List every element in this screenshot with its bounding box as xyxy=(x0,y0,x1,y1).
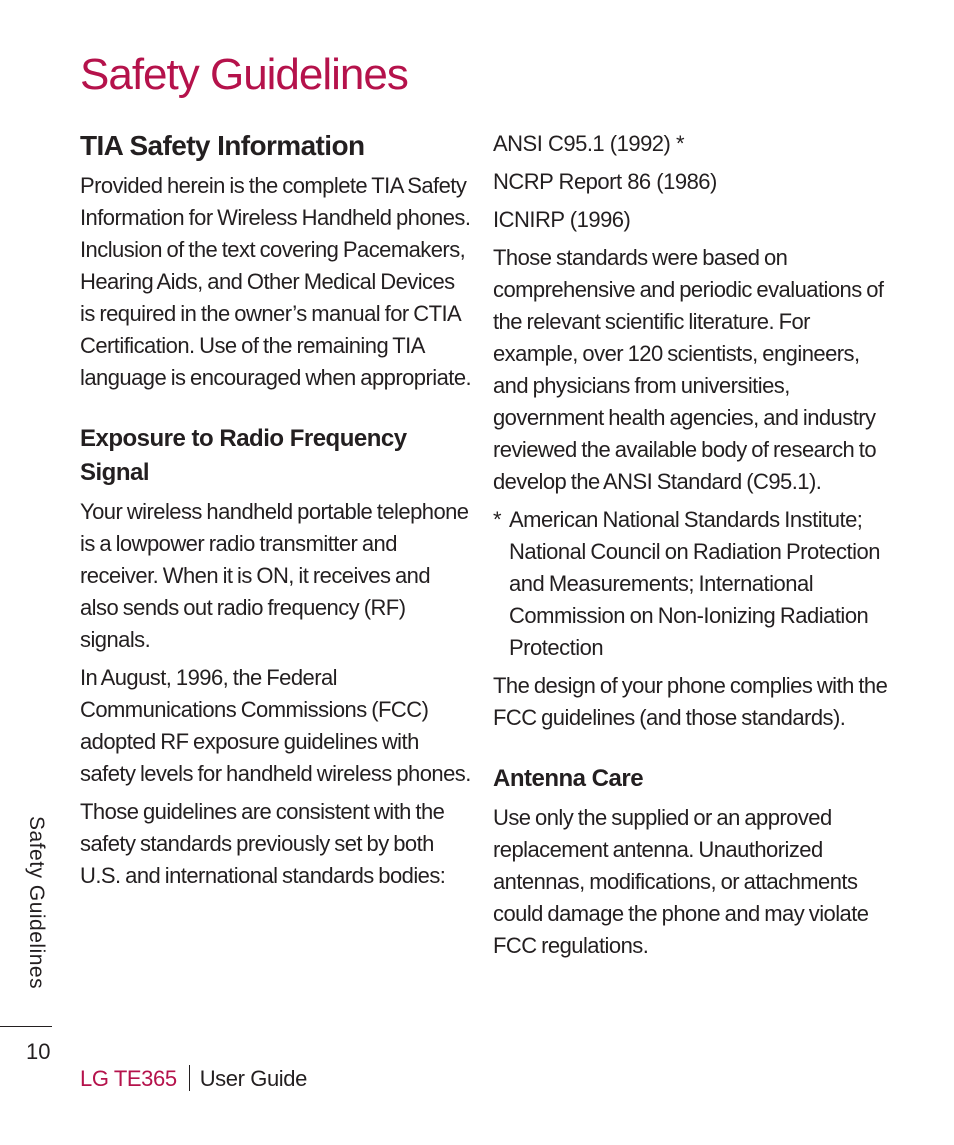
footnote-text: American National Standards Institute; National Council on Radiation Protection and Measurements; International Commission on Non-Ionizing Radiation Protection xyxy=(509,507,881,660)
standard-ncrp: NCRP Report 86 (1986) xyxy=(493,169,717,194)
footnote xyxy=(493,504,893,664)
footnote-mark: * xyxy=(493,507,502,532)
rf-paragraph-3: Those guidelines are consistent with the safety standards previously set by both U.S. and international standards bodies: xyxy=(80,799,446,888)
rf-paragraph-1: Your wireless handheld portable telephone is a lowpower radio transmitter and receiver. When it is ON, it receives and also sends out radio frequency (RF) signals. xyxy=(80,499,469,652)
right-column xyxy=(493,128,893,968)
fcc-compliance-paragraph: The design of your phone complies with the FCC guidelines (and those standards). xyxy=(493,673,888,730)
footer-separator xyxy=(189,1065,190,1091)
standards-basis-paragraph: Those standards were based on comprehensive and periodic evaluations of the relevant scientific literature. For example, over 120 scientists, engineers, and physicians from universities, government health agencies, and industry reviewed the available body of research to develop the ANSI Standard (C95.1). xyxy=(493,245,884,494)
tia-intro-paragraph: Provided herein is the complete TIA Safety Information for Wireless Handheld phones. Inclusion of the text covering Pacemakers, Hearing Aids, and Other Medical Devices is required in the owner’s manual for CTIA Certification. Use of the remaining TIA language is encouraged when appropriate. xyxy=(80,173,472,390)
footer-guide: User Guide xyxy=(199,1066,307,1091)
antenna-care-paragraph: Use only the supplied or an approved replacement antenna. Unauthorized antennas, modifications, or attachments could damage the phone and may violate FCC regulations. xyxy=(493,805,869,958)
standard-icnirp: ICNIRP (1996) xyxy=(493,207,631,232)
rf-paragraph-2: In August, 1996, the Federal Communications Commissions (FCC) adopted RF exposure guidelines with safety levels for handheld wireless phones. xyxy=(80,665,471,786)
side-section-label: Safety Guidelines xyxy=(25,816,48,990)
footer xyxy=(80,1062,307,1096)
standard-ansi: ANSI C95.1 (1992) * xyxy=(493,131,685,156)
page-title: Safety Guidelines xyxy=(80,50,408,99)
rf-exposure-heading: Exposure to Radio Frequency Signal xyxy=(80,425,407,486)
side-divider xyxy=(0,1026,52,1027)
footer-model: LG TE365 xyxy=(80,1066,177,1091)
antenna-care-heading: Antenna Care xyxy=(493,765,644,792)
page-number: 10 xyxy=(26,1039,51,1064)
left-column xyxy=(80,128,472,898)
tia-safety-heading: TIA Safety Information xyxy=(80,130,365,161)
